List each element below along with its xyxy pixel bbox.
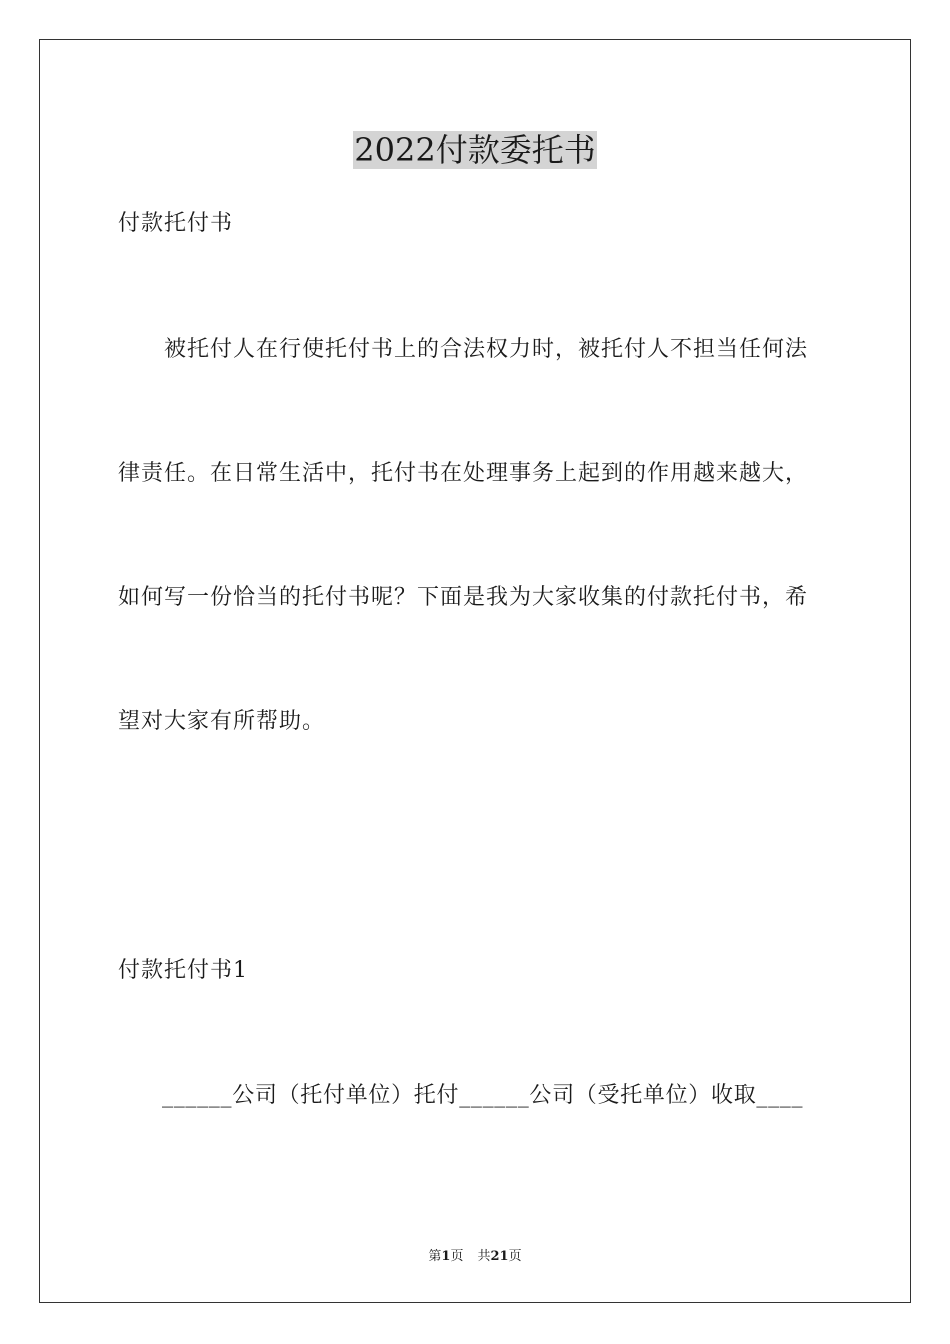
- section-heading: 付款托付书: [118, 211, 234, 236]
- document-title: [0, 128, 950, 172]
- page-suffix: 页: [450, 1249, 464, 1264]
- total-pages: 21: [490, 1249, 509, 1264]
- paragraph-line: 望对大家有所帮助。: [118, 709, 326, 734]
- paragraph-line: 如何写一份恰当的托付书呢？下面是我为大家收集的付款托付书，希: [118, 585, 809, 610]
- document-title-text: 2022付款委托书: [354, 131, 596, 169]
- page-footer: [0, 1248, 950, 1266]
- page-number: 1: [441, 1249, 451, 1264]
- total-suffix: 页: [508, 1249, 522, 1264]
- paragraph-line: 律责任。在日常生活中，托付书在处理事务上起到的作用越来越大，: [118, 461, 809, 486]
- paragraph-line: ______公司（托付单位）托付______公司（受托单位）收取____: [162, 1083, 804, 1108]
- total-prefix: 共: [477, 1249, 491, 1264]
- page-prefix: 第: [428, 1249, 442, 1264]
- section-heading: 付款托付书1: [118, 958, 248, 983]
- paragraph-line: 被托付人在行使托付书上的合法权力时，被托付人不担当任何法: [164, 337, 809, 362]
